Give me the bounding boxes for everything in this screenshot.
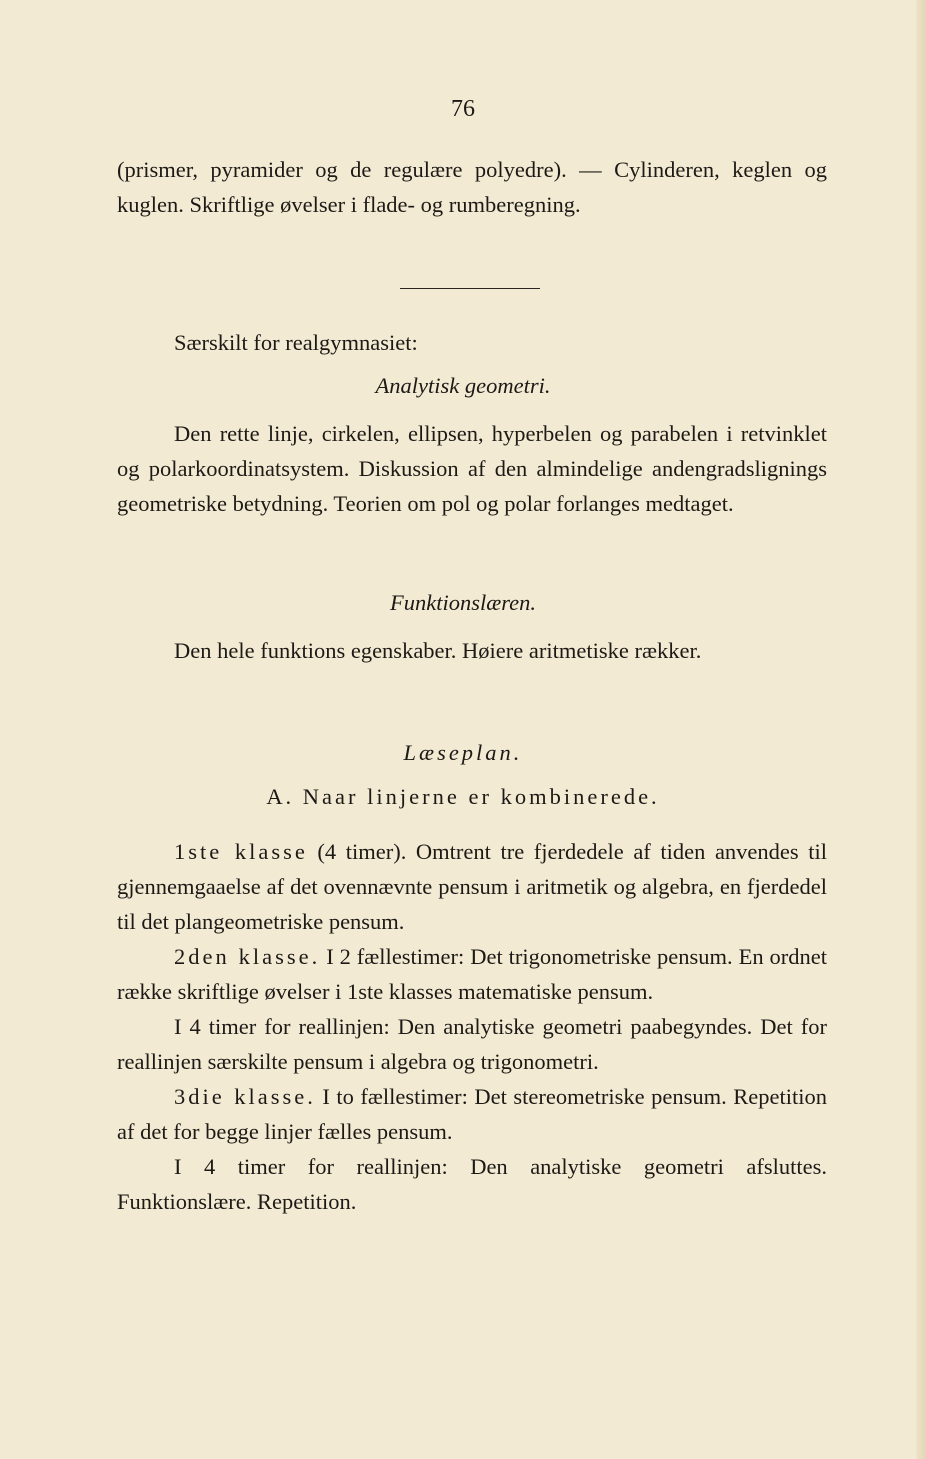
analytisk-block (117, 416, 827, 521)
class1-lead: 1ste klasse (174, 839, 308, 864)
page-edge (916, 0, 926, 1459)
page-number: 76 (451, 96, 475, 122)
class3-paragraph (117, 1079, 827, 1149)
funktion-block (117, 633, 827, 668)
analytisk-text: Den rette linje, cirkelen, ellipsen, hyperbelen og parabelen i retvinklet og polarkoordinatsystem. Diskussion af den almindelige andengradslignings geometriske betydning. Teorien om pol og polar forlanges medtaget. (117, 421, 827, 516)
class1-text: (4 timer). Omtrent tre fjerdedele af tiden anvendes til gjennemgaaelse af det ovennævnte pensum i aritmetik og algebra, en fjerdedel til det plangeometriske pensum. (117, 839, 828, 934)
class1-paragraph (117, 834, 827, 939)
class2-text: I 2 fællestimer: Det trigonometriske pensum. En ordnet række skriftlige øvelser i 1ste klasses matematiske pensum. (117, 944, 827, 1004)
class3-text: I to fællestimer: Det stereometriske pensum. Repetition af det for begge linjer fælles pensum. (117, 1084, 827, 1144)
class2-paragraph (117, 939, 827, 1009)
class2-lead: 2den klasse. (174, 944, 321, 969)
laeseplan-block (117, 834, 827, 1219)
analytisk-heading: Analytisk geometri. (375, 373, 551, 398)
class2-real-paragraph: I 4 timer for reallinjen: Den analytiske geometri paabegyndes. Det for reallinjen særskilte pensum i algebra og trigonometri. (117, 1014, 827, 1074)
intro-paragraph: (prismer, pyramider og de regulære polyedre). — Cylinderen, keglen og kuglen. Skriftlige øvelser i flade- og rumberegning. (117, 157, 827, 217)
class3-real-paragraph: I 4 timer for reallinjen: Den analytiske geometri afsluttes. Funktionslære. Repetition. (117, 1154, 827, 1214)
funktion-heading: Funktionslæren. (389, 590, 537, 615)
funktion-text: Den hele funktions egenskaber. Høiere aritmetiske rækker. (174, 638, 702, 663)
section-a-heading: A. Naar linjerne er kombinerede. (266, 784, 660, 809)
laeseplan-heading: Læseplan. (403, 740, 523, 765)
realgym-heading-block (117, 325, 827, 360)
realgym-heading: Særskilt for realgymnasiet: (174, 330, 418, 355)
section-divider (400, 288, 540, 289)
intro-paragraph-block (117, 152, 827, 222)
class3-lead: 3die klasse. (174, 1084, 316, 1109)
